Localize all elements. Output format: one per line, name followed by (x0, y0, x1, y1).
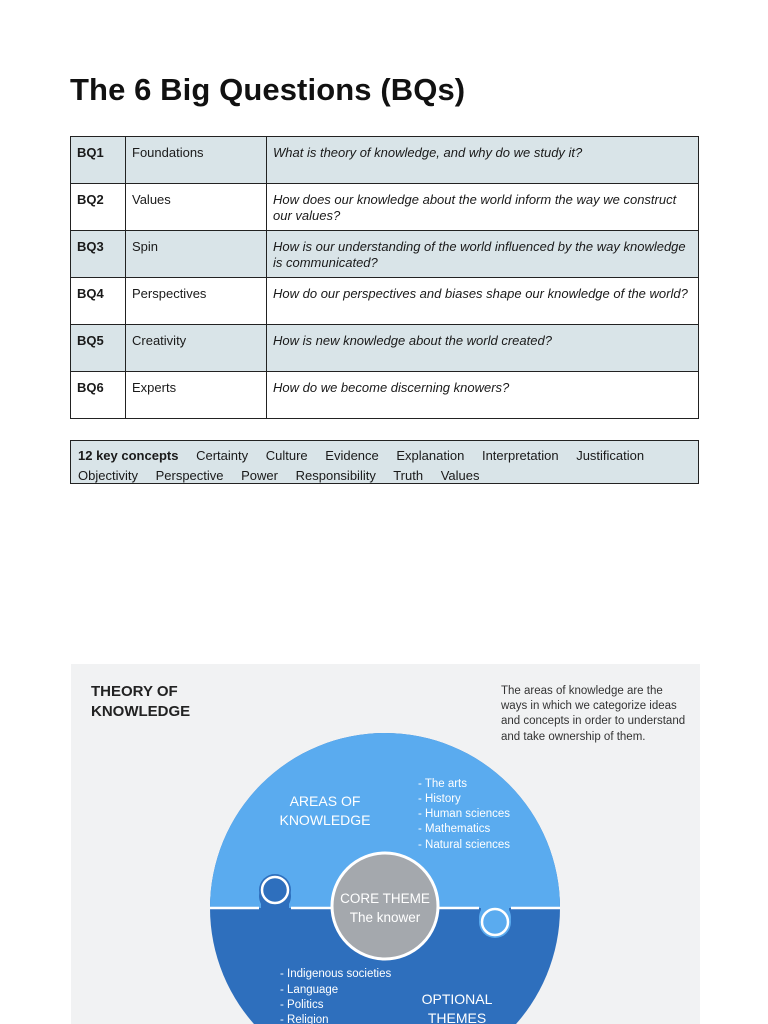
bq-question: What is theory of knowledge, and why do we study it? (267, 137, 699, 184)
aok-item: - The arts (418, 778, 467, 790)
puzzle-notch (259, 874, 291, 906)
diagram-note: The areas of knowledge are the ways in which we categorize ideas and concepts in order to understand and take ownership of them. (501, 685, 686, 743)
table-row (71, 372, 699, 419)
tok-puzzle-circle (71, 664, 700, 1024)
bq-code: BQ4 (71, 278, 126, 325)
aok-item: - History (418, 793, 461, 805)
page-title: The 6 Big Questions (BQs) (70, 72, 466, 107)
core-theme-circle (332, 853, 438, 959)
bq-code: BQ2 (71, 184, 126, 231)
bq-question: How is new knowledge about the world created? (267, 325, 699, 372)
key-concept: Power (241, 467, 278, 483)
key-concept: Objectivity (78, 467, 138, 483)
optional-heading: THEMES (427, 1010, 487, 1024)
table-row (71, 231, 699, 278)
key-concept: Perspective (155, 467, 224, 483)
key-concepts-box (70, 440, 699, 484)
aok-item: - Human sciences (418, 808, 511, 820)
table-row (71, 278, 699, 325)
key-concept: Interpretation (481, 448, 559, 463)
big-questions-table (70, 136, 699, 419)
optional-item: - Religion (280, 1014, 329, 1024)
aok-item: - Natural sciences (418, 839, 511, 851)
bq-topic: Creativity (126, 325, 267, 372)
diagram-title-line: KNOWLEDGE (91, 703, 191, 720)
key-concept: Certainty (196, 448, 249, 463)
aok-item: - Mathematics (418, 823, 491, 835)
table-row (71, 184, 699, 231)
table-row (71, 137, 699, 184)
bq-code: BQ1 (71, 137, 126, 184)
key-concept: Responsibility (295, 467, 376, 483)
bq-code: BQ5 (71, 325, 126, 372)
key-concepts-label: 12 key concepts (78, 448, 179, 463)
key-concept: Truth (393, 467, 424, 483)
bq-question: How do our perspectives and biases shape our knowledge of the world? (267, 278, 699, 325)
key-concept: Justification (576, 448, 645, 463)
bq-code: BQ3 (71, 231, 126, 278)
bq-question: How does our knowledge about the world inform the way we construct our values? (267, 184, 699, 231)
optional-item: - Politics (280, 999, 324, 1011)
bq-topic: Spin (126, 231, 267, 278)
key-concept: Explanation (396, 448, 465, 463)
bq-question: How do we become discerning knowers? (267, 372, 699, 419)
aok-heading: KNOWLEDGE (279, 812, 371, 828)
optional-heading: OPTIONAL (421, 991, 493, 1007)
aok-heading: AREAS OF (289, 793, 361, 809)
tok-diagram (71, 664, 700, 1024)
diagram-title-line: THEORY OF (91, 683, 178, 700)
key-concept: Evidence (325, 448, 379, 463)
bq-topic: Perspectives (126, 278, 267, 325)
puzzle-knob (479, 906, 511, 938)
key-concept: Values (440, 467, 480, 483)
optional-item: - Indigenous societies (280, 968, 392, 980)
key-concept: Culture (265, 448, 308, 463)
bq-topic: Values (126, 184, 267, 231)
table-row (71, 325, 699, 372)
bq-question: How is our understanding of the world influenced by the way knowledge is communicated? (267, 231, 699, 278)
optional-item: - Language (280, 984, 339, 996)
bq-topic: Experts (126, 372, 267, 419)
core-theme-subheading: The knower (349, 910, 421, 925)
core-theme-heading: CORE THEME (340, 891, 430, 906)
bq-topic: Foundations (126, 137, 267, 184)
bq-code: BQ6 (71, 372, 126, 419)
